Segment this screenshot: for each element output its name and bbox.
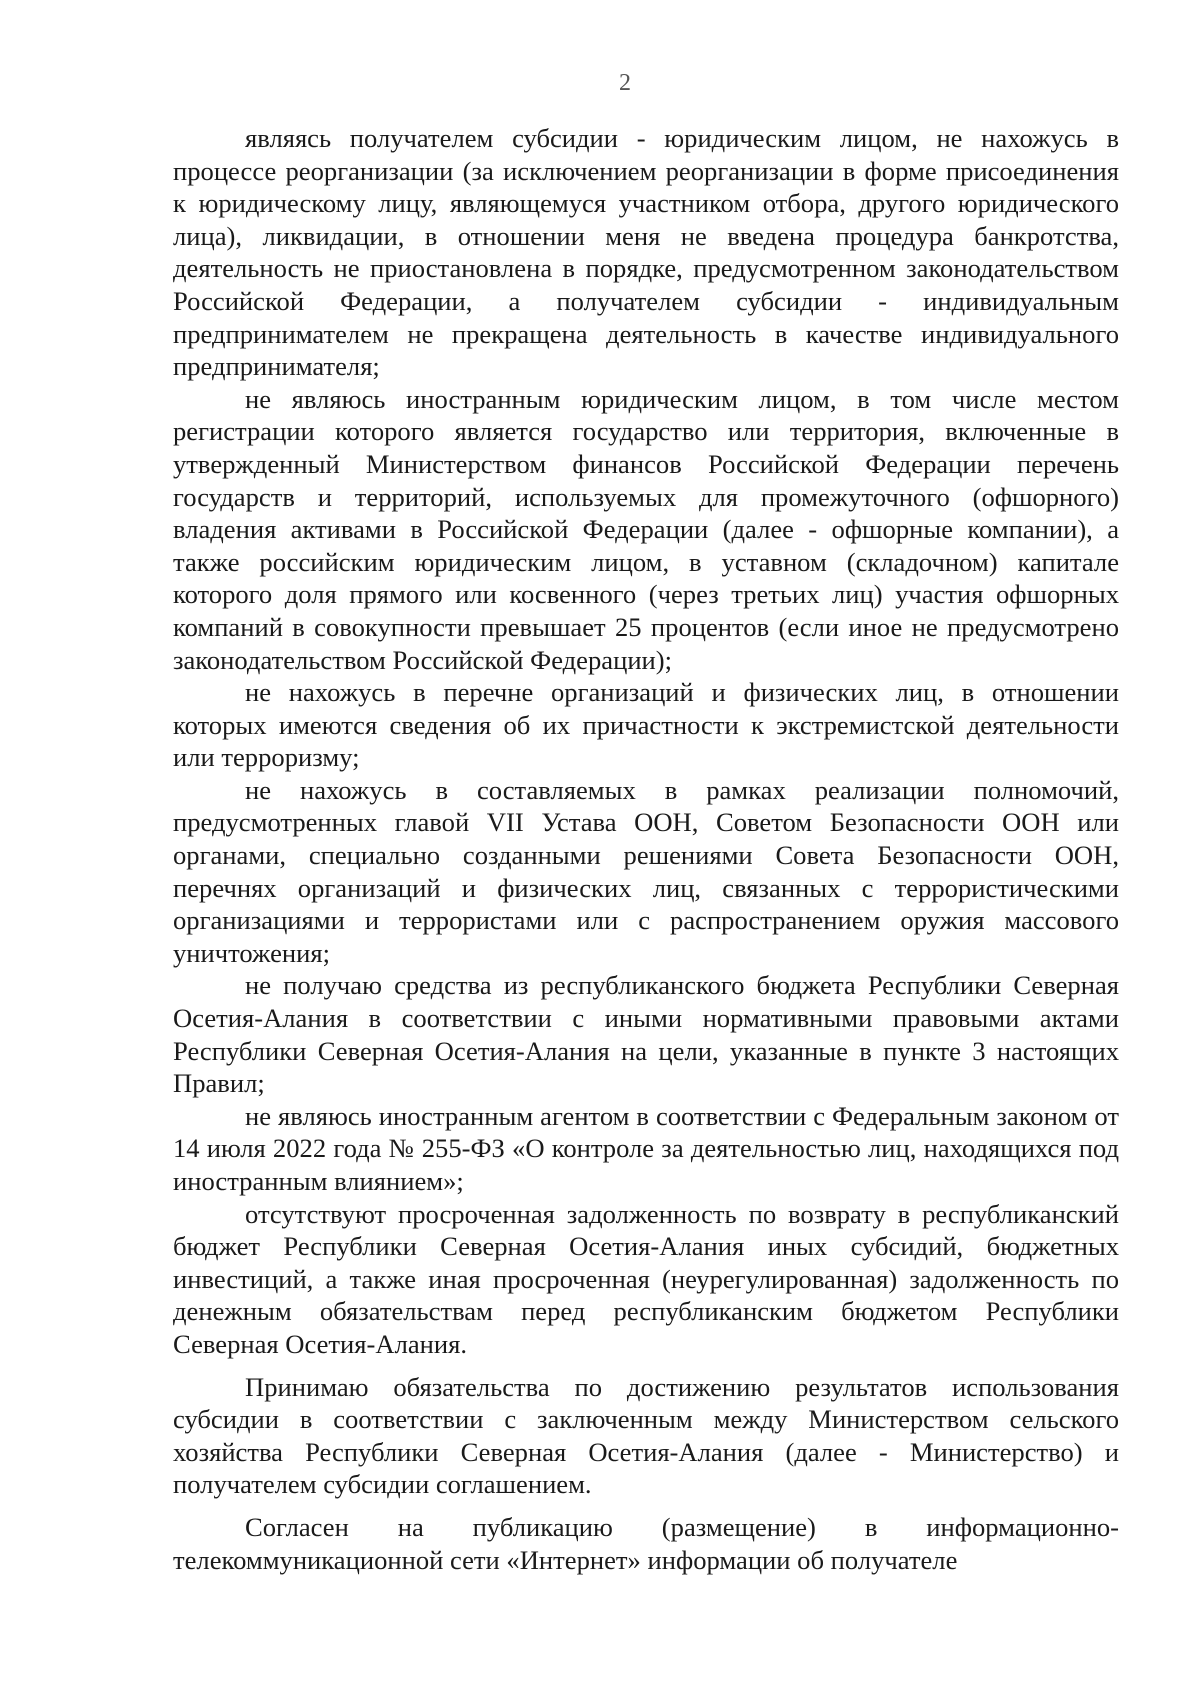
paragraph-budget-funds: не получаю средства из республиканского бюджета Республики Северная Осетия-Алания в соответствии с иными нормативными правовыми актами Республики Северная Осетия-Алания на цели, указанные в пункте 3 настоящих Правил;	[173, 970, 1119, 1099]
page-number: 2	[619, 70, 631, 96]
paragraph-foreign-agent: не являюсь иностранным агентом в соответствии с Федеральным законом от 14 июля 2022 года № 255-ФЗ «О контроле за деятельностью лиц, находящихся под иностранным влиянием»;	[173, 1100, 1119, 1196]
paragraph-consent: Согласен на публикацию (размещение) в информационно-телекоммуникационной сети «Интернет» информации об получателе	[173, 1511, 1119, 1575]
paragraph-un-lists: не нахожусь в составляемых в рамках реализации полномочий, предусмотренных главой VII Устава ООН, Советом Безопасности ООН или органами, специально созданными решениями Совета Безопасности ООН, перечнях организаций и физических лиц, связанных с террористическими организациями и террористами или с распространением оружия массового уничтожения;	[173, 774, 1119, 968]
paragraph-overdue-debt: отсутствуют просроченная задолженность по возврату в республиканский бюджет Республики Северная Осетия-Алания иных субсидий, бюджетных инвестиций, а также иная просроченная (неурегулированная) задолженность по денежным обязательствам перед республиканским бюджетом Республики Северная Осетия-Алания.	[173, 1198, 1119, 1359]
paragraph-extremism: не нахожусь в перечне организаций и физических лиц, в отношении которых имеются сведения об их причастности к экстремистской деятельности или терроризму;	[173, 677, 1119, 773]
document-body	[173, 122, 1119, 1576]
paragraph-obligations: Принимаю обязательства по достижению результатов использования субсидии в соответствии с заключенным между Министерством сельского хозяйства Республики Северная Осетия-Алания (далее - Министерство) и получателем субсидии соглашением.	[173, 1371, 1119, 1500]
paragraph-reorganization: являясь получателем субсидии - юридическим лицом, не нахожусь в процессе реорганизации (за исключением реорганизации в форме присоединения к юридическому лицу, являющемуся участником отбора, другого юридического лица), ликвидации, в отношении меня не введена процедура банкротства, деятельность не приостановлена в порядке, предусмотренном законодательством Российской Федерации, а получателем субсидии - индивидуальным предпринимателем не прекращена деятельность в качестве индивидуального предпринимателя;	[173, 123, 1119, 382]
paragraph-offshore: не являюсь иностранным юридическим лицом, в том числе местом регистрации которого является государство или территория, включенные в утвержденный Министерством финансов Российской Федерации перечень государств и территорий, используемых для промежуточного (офшорного) владения активами в Российской Федерации (далее - офшорные компании), а также российским юридическим лицом, в уставном (складочном) капитале которого доля прямого или косвенного (через третьих лиц) участия офшорных компаний в совокупности превышает 25 процентов (если иное не предусмотрено законодательством Российской Федерации);	[173, 383, 1119, 675]
